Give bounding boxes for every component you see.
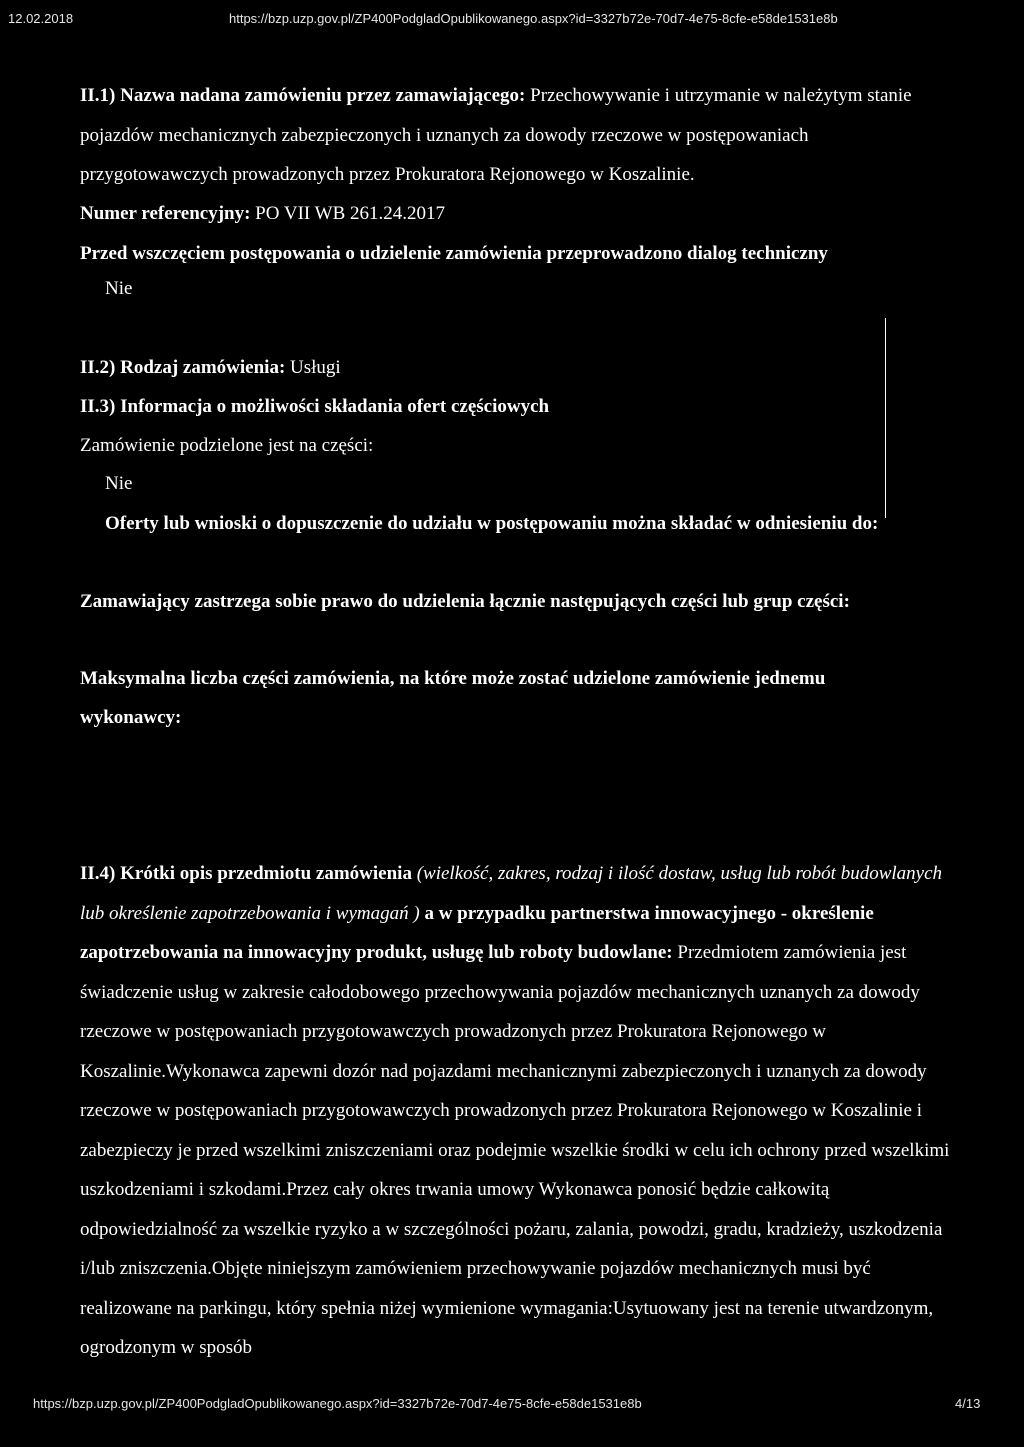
section-ii1-text: Przechowywanie i utrzymanie w należytym stanie pojazdów mechanicznych zabezpieczonych i uznanych za dowody rzeczowe w postępowaniach przygotowawczych prowadzonych przez Prokuratora Rejonowego w Koszalinie. [80,85,912,185]
technical-dialog-question: Przed wszczęciem postępowania o udzielenie zamówienia przeprowadzono dialog techniczny [80,243,828,264]
section-ii2 [80,357,341,379]
section-ii4 [80,854,960,1368]
parts-question: Zamówienie podzielone jest na części: [80,435,374,456]
print-date: 12.02.2018 [8,11,74,26]
section-ii4-bold: a w przypadku partnerstwa innowacyjnego - określenie zapotrzebowania na innowacyjny produkt, usługę lub roboty budowlane: [80,902,874,963]
reference-number [80,203,445,225]
max-parts-question-1: Maksymalna liczba części zamówienia, na które może zostać udzielone zamówienie jednemu [80,668,826,689]
offers-question: Oferty lub wnioski o dopuszczenie do udziału w postępowaniu można składać w odniesieniu do: [105,513,879,534]
parts-answer: Nie [105,473,133,494]
page-url-footer: https://bzp.uzp.gov.pl/ZP400PodgladOpublikowanego.aspx?id=3327b72e-70d7-4e75-8cfe-e58de1531e8b [33,1396,642,1411]
page-url-header: https://bzp.uzp.gov.pl/ZP400PodgladOpublikowanego.aspx?id=3327b72e-70d7-4e75-8cfe-e58de1531e8b [229,11,838,26]
technical-dialog-answer: Nie [105,278,133,299]
section-ii3-label: II.3) Informacja o możliwości składania ofert częściowych [80,396,550,417]
section-ii2-label: II.2) Rodzaj zamówienia: [80,357,286,378]
divider-line [885,318,886,518]
reserve-question: Zamawiający zastrzega sobie prawo do udzielenia łącznie następujących części lub grup części: [80,591,850,612]
section-ii4-label: II.4) Krótki opis przedmiotu zamówienia [80,863,412,884]
section-ii4-text: Przedmiotem zamówienia jest świadczenie usług w zakresie całodobowego przechowywania pojazdów mechanicznych uznanych za dowody rzeczowe w postępowaniach przygotowawczych prowadzonych przez Prokuratora Rejonowego w Koszalinie.Wykonawca zapewni dozór nad pojazdami mechanicznymi zabezpieczonych i uznanych za dowody rzeczowe w postępowaniach przygotowawczych prowadzonych przez Prokuratora Rejonowego w Koszalinie i zabezpieczy je przed wszelkimi zniszczeniami oraz podejmie wszelkie środki w celu ich ochrony przed wszelkimi uszkodzeniami i szkodami.Przez cały okres trwania umowy Wykonawca ponosić będzie całkowitą odpowiedzialność za wszelkie ryzyko a w szczególności pożaru, zalania, powodzi, gradu, kradzieży, uszkodzenia i/lub zniszczenia.Objęte niniejszym zamówieniem przechowywanie pojazdów mechanicznych musi być realizowane na parkingu, który spełnia niżej wymienione wymagania:Usytuowany jest na terenie utwardzonym, ogrodzonym w sposób [80,942,950,1358]
section-ii1-label: II.1) Nazwa nadana zamówieniu przez zamawiającego: [80,85,526,106]
section-ii1-name [80,76,960,195]
reference-number-value: PO VII WB 261.24.2017 [250,203,446,224]
max-parts-question-2: wykonawcy: [80,707,182,728]
page-number: 4/13 [955,1396,981,1411]
section-ii4-italic: (wielkość, zakres, rodzaj i ilość dostaw, usług lub robót budowlanych lub określenie zapotrzebowania i wymagań ) [80,863,943,924]
section-ii2-value: Usługi [285,357,341,378]
reference-number-label: Numer referencyjny: [80,203,251,224]
